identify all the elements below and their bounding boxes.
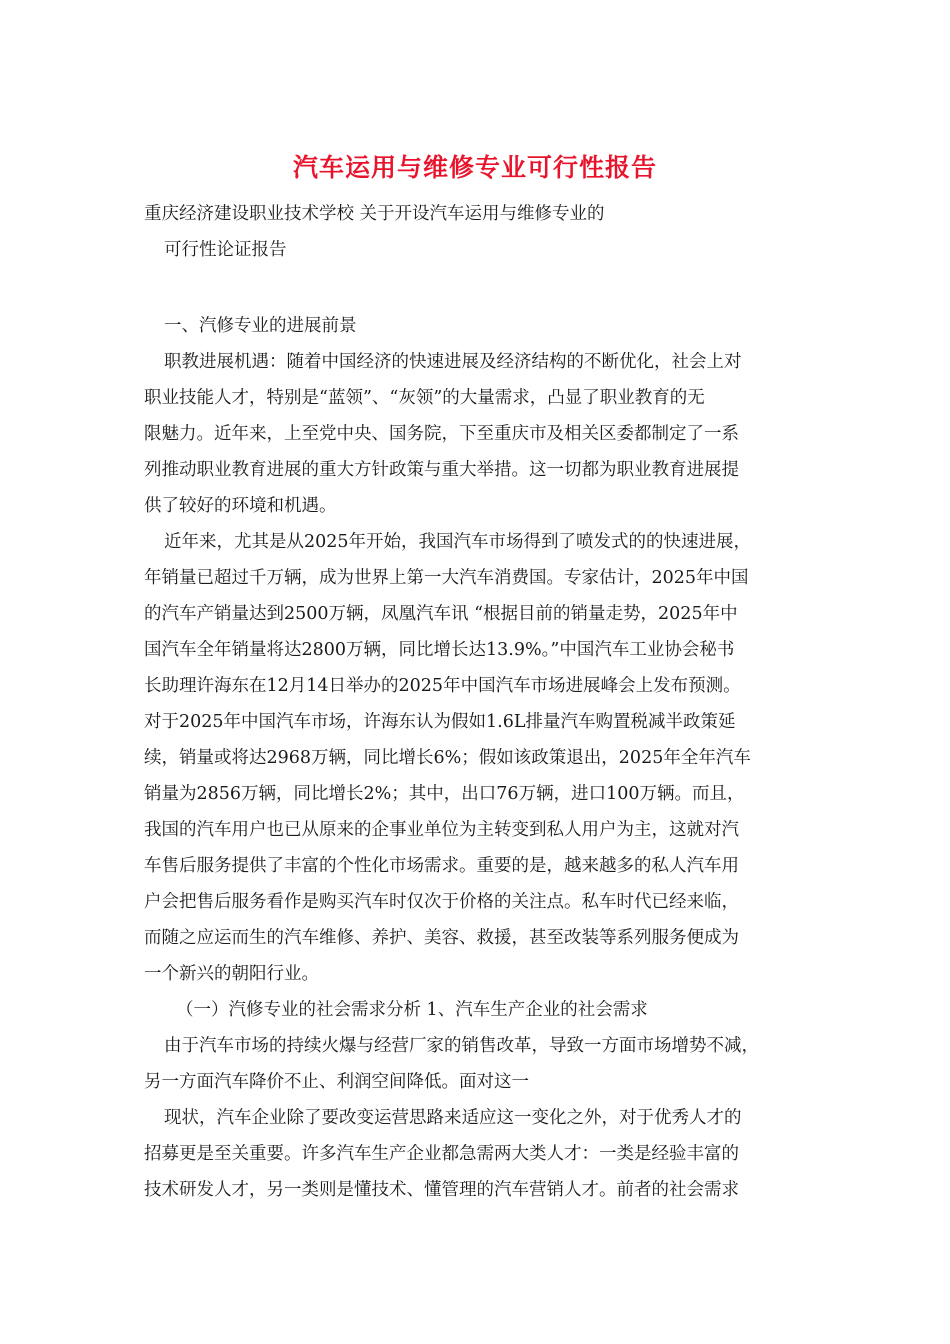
paragraph-line: 年销量已超过千万辆，成为世界上第一大汽车消费国。专家估计，2025年中国 xyxy=(144,568,749,588)
paragraph-line: 对于2025年中国汽车市场，许海东认为假如1.6L排量汽车购置税减半政策延 xyxy=(144,712,736,732)
subtitle-line-2: 可行性论证报告 xyxy=(164,240,287,260)
paragraph-line: 一个新兴的朝阳行业。 xyxy=(144,964,319,984)
document-title: 汽车运用与维修专业可行性报告 xyxy=(292,153,657,182)
spacer xyxy=(144,268,812,308)
paragraph-line: 现状，汽车企业除了要改变运营思路来适应这一变化之外，对于优秀人才的 xyxy=(164,1108,742,1128)
paragraph-line: 供了较好的环境和机遇。 xyxy=(144,496,337,516)
paragraph-line: 户会把售后服务看作是购买汽车时仅次于价格的关注点。私车时代已经来临， xyxy=(144,892,739,912)
paragraph-line: 技术研发人才，另一类则是懂技术、懂管理的汽车营销人才。前者的社会需求 xyxy=(144,1180,739,1200)
document-body xyxy=(144,196,812,1208)
paragraph-line: 续，销量或将达2968万辆，同比增长6%；假如该政策退出，2025年全年汽车 xyxy=(144,748,751,768)
paragraph-line: 车售后服务提供了丰富的个性化市场需求。重要的是，越来越多的私人汽车用 xyxy=(144,856,739,876)
paragraph-line: 招募更是至关重要。许多汽车生产企业都急需两大类人才：一类是经验丰富的 xyxy=(144,1144,739,1164)
subsection-heading: （一）汽修专业的社会需求分析 1、汽车生产企业的社会需求 xyxy=(176,1000,648,1020)
paragraph-line: 职教进展机遇：随着中国经济的快速进展及经济结构的不断优化，社会上对 xyxy=(164,352,742,372)
subtitle-line-1: 重庆经济建设职业技术学校 关于开设汽车运用与维修专业的 xyxy=(144,204,605,224)
paragraph-line: 近年来，尤其是从2025年开始，我国汽车市场得到了喷发式的的快速进展， xyxy=(164,532,752,552)
paragraph-line: 由于汽车市场的持续火爆与经营厂家的销售改革，导致一方面市场增势不减， xyxy=(164,1036,759,1056)
paragraph-line: 而随之应运而生的汽车维修、养护、美容、救援，甚至改装等系列服务便成为 xyxy=(144,928,739,948)
paragraph-line: 列推动职业教育进展的重大方针政策与重大举措。这一切都为职业教育进展提 xyxy=(144,460,739,480)
paragraph-line: 的汽车产销量达到2500万辆，凤凰汽车讯 “根据目前的销量走势，2025年中 xyxy=(144,604,738,624)
paragraph-line: 国汽车全年销量将达2800万辆，同比增长达13.9%。”中国汽车工业协会秘书 xyxy=(144,640,735,660)
paragraph-line: 长助理许海东在12月14日举办的2025年中国汽车市场进展峰会上发布预测。 xyxy=(144,676,741,696)
paragraph-line: 销量为2856万辆，同比增长2%；其中，出口76万辆，进口100万辆。而且， xyxy=(144,784,745,804)
paragraph-line: 我国的汽车用户也已从原来的企事业单位为主转变到私人用户为主，这就对汽 xyxy=(144,820,739,840)
paragraph-line: 职业技能人才，特别是“蓝领”、“灰领”的大量需求，凸显了职业教育的无 xyxy=(144,388,705,408)
paragraph-line: 另一方面汽车降价不止、利润空间降低。面对这一 xyxy=(144,1072,529,1092)
section-heading: 一、汽修专业的进展前景 xyxy=(164,316,357,336)
paragraph-line: 限魅力。近年来，上至党中央、国务院，下至重庆市及相关区委都制定了一系 xyxy=(144,424,739,444)
